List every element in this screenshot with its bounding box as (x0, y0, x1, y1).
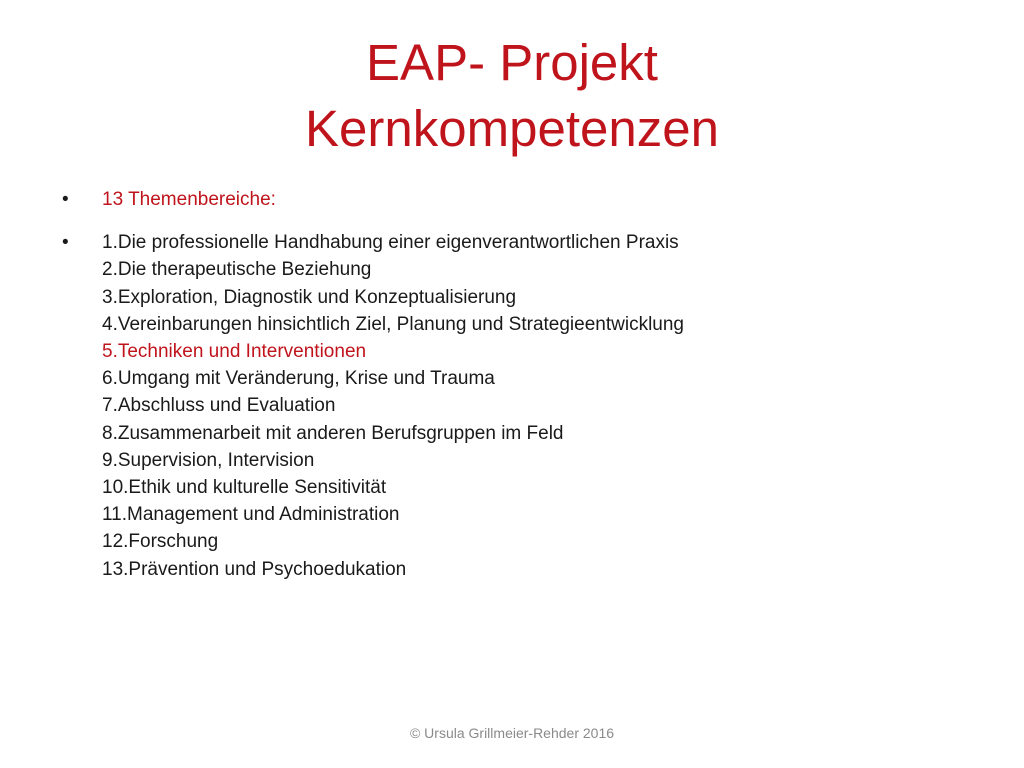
topic-item: 12.Forschung (102, 531, 219, 553)
bullet-topics (60, 229, 980, 583)
bullet-list (60, 186, 980, 583)
topic-item: 6.Umgang mit Veränderung, Krise und Trauma (102, 368, 495, 390)
topic-item: 7.Abschluss und Evaluation (102, 395, 336, 417)
topic-item: 2.Die therapeutische Beziehung (102, 259, 372, 281)
bullet-intro (60, 186, 980, 213)
slide-title-line-1: EAP- Projekt (366, 34, 658, 91)
bullet-dot-icon: • (62, 189, 69, 210)
topic-item: 1.Die professionelle Handhabung einer eigenverantwortlichen Praxis (102, 232, 679, 254)
intro-text: 13 Themenbereiche: (102, 189, 276, 210)
topic-item: 11.Management und Administration (102, 504, 400, 526)
topic-item: 4.Vereinbarungen hinsichtlich Ziel, Planung und Strategieentwicklung (102, 313, 684, 335)
topic-item: 3.Exploration, Diagnostik und Konzeptualisierung (102, 286, 517, 308)
topic-item: 13.Prävention und Psychoedukation (102, 558, 407, 580)
topic-item: 10.Ethik und kulturelle Sensitivität (102, 477, 387, 499)
topic-list (102, 229, 980, 583)
slide-title-line-2: Kernkompetenzen (305, 100, 719, 157)
topic-item-highlighted: 5.Techniken und Interventionen (102, 341, 367, 363)
bullet-dot-icon: • (62, 232, 69, 254)
topic-item: 9.Supervision, Intervision (102, 449, 315, 471)
topic-item: 8.Zusammenarbeit mit anderen Berufsgruppen im Feld (102, 422, 564, 444)
copyright-footer: © Ursula Grillmeier-Rehder 2016 (409, 725, 615, 741)
slide-title (0, 30, 1024, 162)
